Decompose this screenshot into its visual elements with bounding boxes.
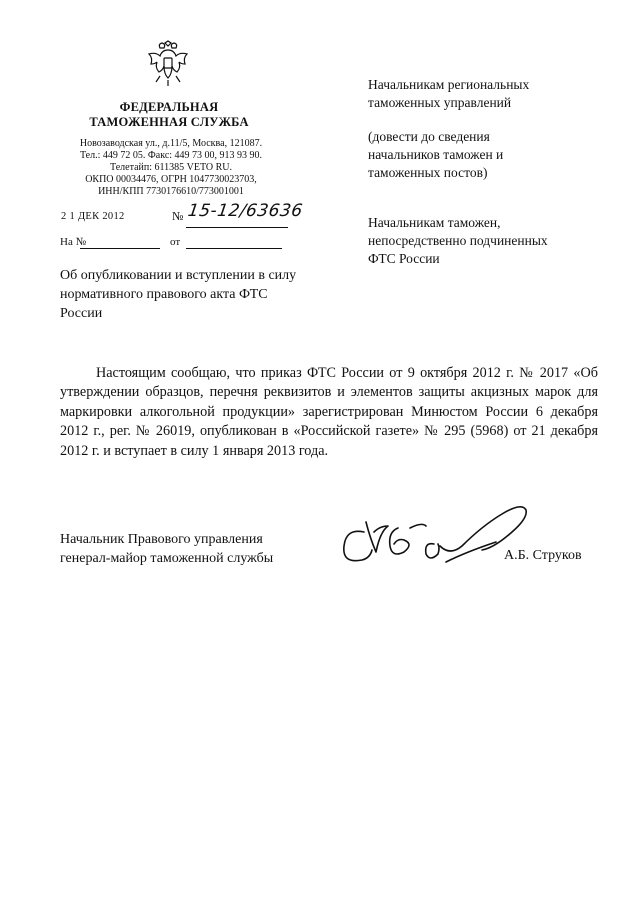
- registration-number: 15-12/63636: [186, 201, 305, 221]
- org-name: [84, 100, 254, 130]
- registration-number-label: №: [172, 209, 184, 223]
- reply-date-label: от: [170, 236, 181, 248]
- address-line: ОКПО 00034476, ОГРН 1047730023703,: [85, 174, 257, 185]
- addressee-line: таможенных постов): [368, 165, 488, 180]
- addressee-line: начальников таможен и: [368, 147, 504, 162]
- signer-position: [60, 530, 273, 568]
- reply-to-label: На №: [60, 236, 87, 248]
- addressee-block: [368, 76, 529, 112]
- reply-date-line: [186, 248, 282, 249]
- addressee-note: [368, 128, 503, 182]
- letter-subject: Об опубликовании и вступлении в силу нормативного правового акта ФТС России: [60, 268, 297, 321]
- addressee-line: (довести до сведения: [368, 129, 490, 144]
- russian-coat-of-arms-icon: [146, 40, 190, 90]
- org-name-line1: ФЕДЕРАЛЬНАЯ: [119, 100, 219, 114]
- signer-name: А.Б. Струков: [504, 548, 582, 563]
- address-line: Новозаводская ул., д.11/5, Москва, 121087.: [79, 138, 263, 149]
- registration-underline: [186, 227, 288, 228]
- address-line: Тел.: 449 72 05. Факс: 449 73 00, 913 93 90.: [79, 150, 263, 161]
- registration-date: 2 1 ДЕК 2012: [61, 211, 125, 222]
- addressee-line: ФТС России: [368, 251, 440, 266]
- addressee-line: таможенных управлений: [368, 95, 512, 110]
- addressee-block: [368, 214, 548, 268]
- address-line: ИНН/КПП 7730176610/773001001: [98, 186, 244, 197]
- org-name-line2: ТАМОЖЕННАЯ СЛУЖБА: [89, 115, 249, 129]
- reply-number-line: [80, 248, 160, 249]
- org-address: [60, 138, 282, 198]
- addressee-line: непосредственно подчиненных: [368, 233, 548, 248]
- signer-position-line1: Начальник Правового управления: [60, 532, 263, 547]
- addressee-line: Начальникам региональных: [368, 77, 530, 92]
- addressee-line: Начальникам таможен,: [368, 215, 501, 230]
- signer-position-line2: генерал-майор таможенной службы: [60, 551, 274, 566]
- address-line: Телетайп: 611385 VETO RU.: [109, 162, 232, 173]
- letter-body: Настоящим сообщаю, что приказ ФТС России от 9 октября 2012 г. № 2017 «Об утверждении образцов, перечня реквизитов и элементов защиты акцизных марок для маркировки алкогольной продукции» зарегистрирован Минюстом России 6 декабря 2012 г., рег. № 26019, опубликован в «Российской газете» № 295 (5968) от 21 декабря 2012 г. и вступает в силу 1 января 2013 года.: [60, 365, 598, 459]
